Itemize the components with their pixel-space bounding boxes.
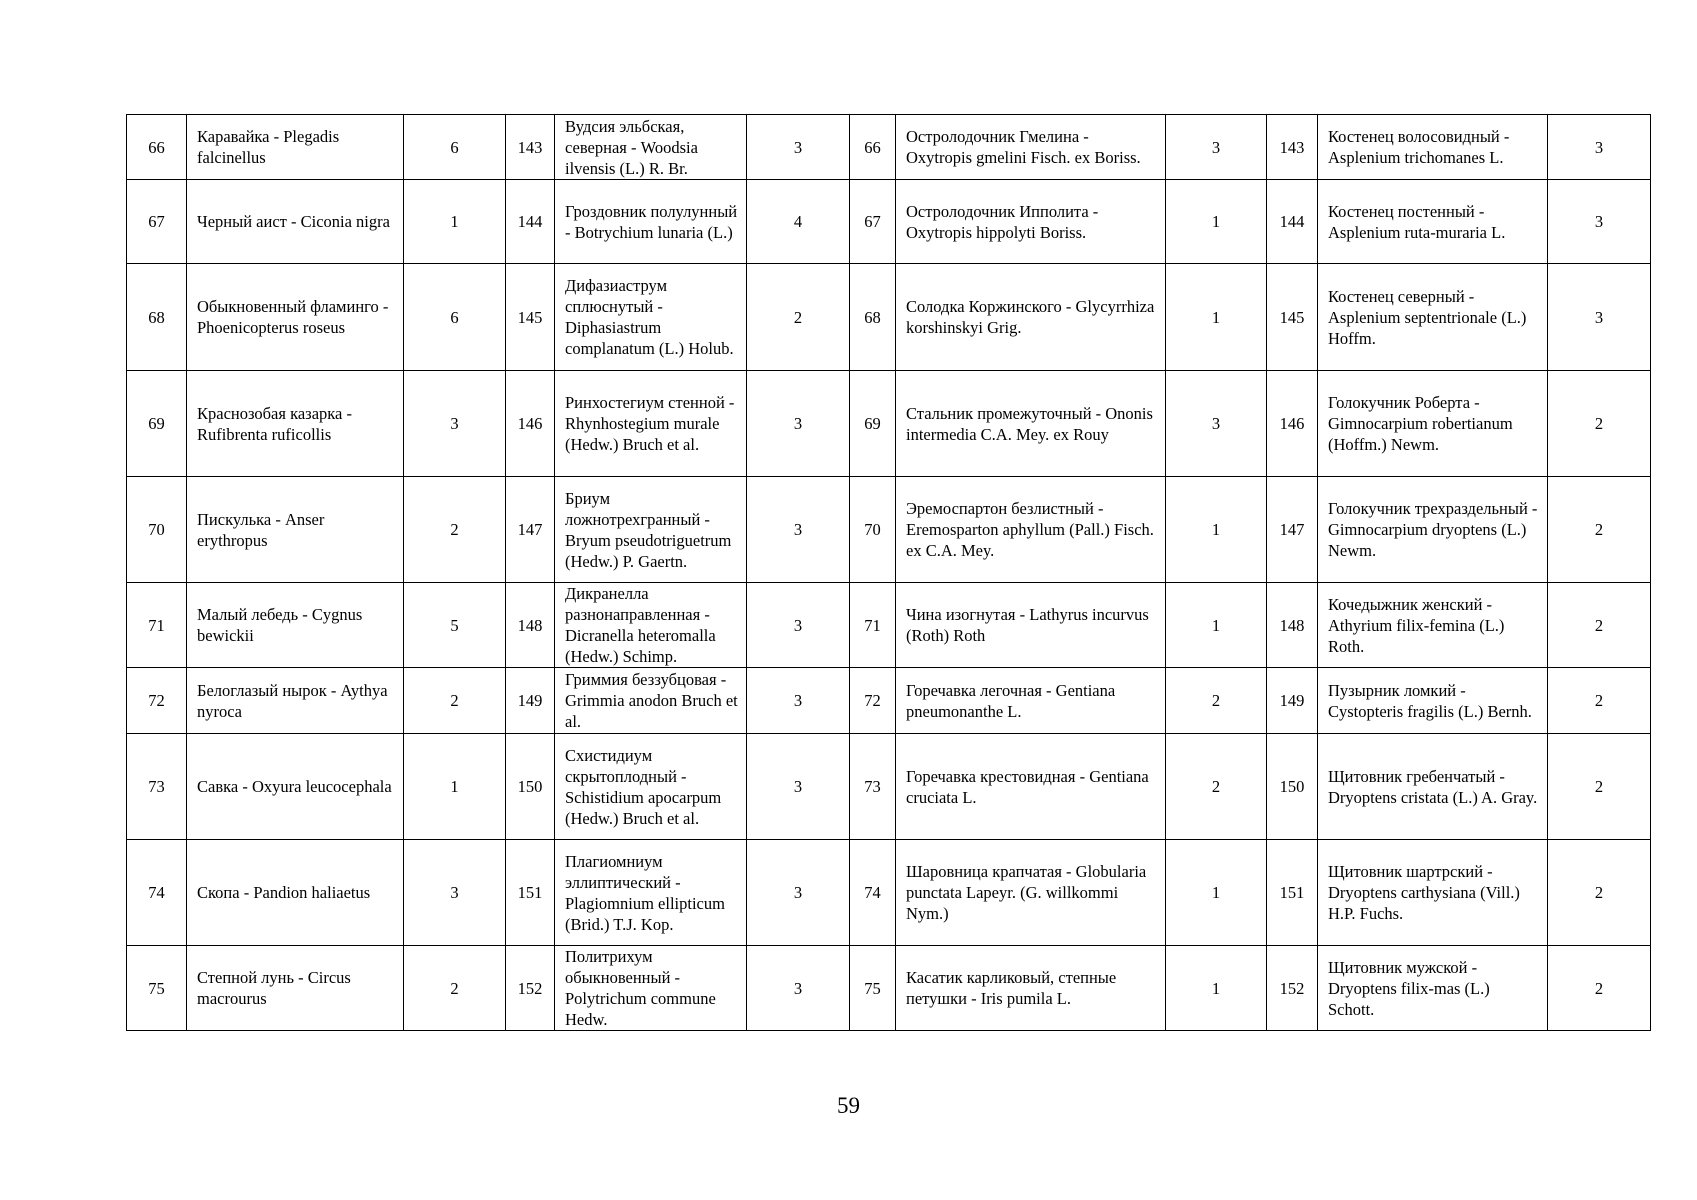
table-row xyxy=(127,115,1651,180)
bird-species-cell: Скопа - Pandion haliaetus xyxy=(187,840,404,946)
moss-category-cell: 3 xyxy=(747,371,850,477)
table-row xyxy=(127,946,1651,1031)
fern-number-cell: 146 xyxy=(1267,371,1318,477)
plant-category-cell: 3 xyxy=(1166,115,1267,180)
bird-species-cell: Белоглазый нырок - Aythya nyroca xyxy=(187,668,404,734)
bird-number-cell: 68 xyxy=(127,264,187,371)
plant-number-cell: 74 xyxy=(850,840,896,946)
fern-category-cell: 2 xyxy=(1548,946,1651,1031)
fern-number-cell: 149 xyxy=(1267,668,1318,734)
plant-number-cell: 68 xyxy=(850,264,896,371)
fern-category-cell: 2 xyxy=(1548,477,1651,583)
moss-species-cell: Ринхостегиум стенной - Rhynhostegium murale (Hedw.) Bruch et al. xyxy=(555,371,747,477)
plant-species-cell: Шаровница крапчатая - Globularia punctata Lapeyr. (G. willkommi Nym.) xyxy=(896,840,1166,946)
moss-number-cell: 149 xyxy=(506,668,555,734)
moss-category-cell: 2 xyxy=(747,264,850,371)
plant-species-cell: Солодка Коржинского - Glycyrrhiza korshinskyi Grig. xyxy=(896,264,1166,371)
plant-species-cell: Касатик карликовый, степные петушки - Iris pumila L. xyxy=(896,946,1166,1031)
plant-species-cell: Остролодочник Гмелина - Oxytropis gmelini Fisch. ex Boriss. xyxy=(896,115,1166,180)
table-row xyxy=(127,477,1651,583)
table-row xyxy=(127,840,1651,946)
fern-number-cell: 143 xyxy=(1267,115,1318,180)
plant-species-cell: Эремоспартон безлистный - Eremosparton aphyllum (Pall.) Fisch. ex C.A. Mey. xyxy=(896,477,1166,583)
fern-number-cell: 147 xyxy=(1267,477,1318,583)
bird-category-cell: 1 xyxy=(404,180,506,264)
plant-number-cell: 66 xyxy=(850,115,896,180)
page-number: 59 xyxy=(837,1093,860,1118)
plant-category-cell: 2 xyxy=(1166,734,1267,840)
plant-number-cell: 73 xyxy=(850,734,896,840)
bird-species-cell: Малый лебедь - Cygnus bewickii xyxy=(187,583,404,668)
bird-category-cell: 1 xyxy=(404,734,506,840)
moss-species-cell: Дифазиаструм сплюснутый - Diphasiastrum complanatum (L.) Holub. xyxy=(555,264,747,371)
moss-species-cell: Политрихум обыкновенный - Polytrichum commune Hedw. xyxy=(555,946,747,1031)
bird-category-cell: 2 xyxy=(404,668,506,734)
table-row xyxy=(127,583,1651,668)
fern-species-cell: Щитовник мужской - Dryoptens filix-mas (L.) Schott. xyxy=(1318,946,1548,1031)
plant-number-cell: 67 xyxy=(850,180,896,264)
table-row xyxy=(127,180,1651,264)
fern-number-cell: 151 xyxy=(1267,840,1318,946)
moss-species-cell: Гроздовник полулунный - Botrychium lunaria (L.) xyxy=(555,180,747,264)
plant-category-cell: 1 xyxy=(1166,264,1267,371)
bird-species-cell: Савка - Oxyura leucocephala xyxy=(187,734,404,840)
fern-species-cell: Кочедыжник женский - Athyrium filix-femina (L.) Roth. xyxy=(1318,583,1548,668)
moss-category-cell: 3 xyxy=(747,946,850,1031)
fern-species-cell: Костенец постенный - Asplenium ruta-muraria L. xyxy=(1318,180,1548,264)
fern-category-cell: 2 xyxy=(1548,371,1651,477)
table-row xyxy=(127,734,1651,840)
plant-number-cell: 69 xyxy=(850,371,896,477)
bird-number-cell: 74 xyxy=(127,840,187,946)
plant-species-cell: Горечавка легочная - Gentiana pneumonanthe L. xyxy=(896,668,1166,734)
moss-number-cell: 148 xyxy=(506,583,555,668)
plant-number-cell: 72 xyxy=(850,668,896,734)
bird-category-cell: 3 xyxy=(404,371,506,477)
plant-category-cell: 3 xyxy=(1166,371,1267,477)
fern-category-cell: 3 xyxy=(1548,180,1651,264)
moss-category-cell: 3 xyxy=(747,583,850,668)
moss-category-cell: 3 xyxy=(747,668,850,734)
plant-number-cell: 75 xyxy=(850,946,896,1031)
bird-species-cell: Обыкновенный фламинго - Phoenicopterus roseus xyxy=(187,264,404,371)
moss-number-cell: 152 xyxy=(506,946,555,1031)
bird-number-cell: 71 xyxy=(127,583,187,668)
bird-category-cell: 6 xyxy=(404,264,506,371)
bird-number-cell: 66 xyxy=(127,115,187,180)
moss-category-cell: 4 xyxy=(747,180,850,264)
moss-category-cell: 3 xyxy=(747,115,850,180)
table-row xyxy=(127,668,1651,734)
fern-category-cell: 2 xyxy=(1548,840,1651,946)
bird-category-cell: 5 xyxy=(404,583,506,668)
table-body xyxy=(127,115,1651,1031)
moss-number-cell: 150 xyxy=(506,734,555,840)
moss-number-cell: 144 xyxy=(506,180,555,264)
plant-category-cell: 1 xyxy=(1166,180,1267,264)
moss-species-cell: Плагиомниум эллиптический - Plagiomnium ellipticum (Brid.) T.J. Kop. xyxy=(555,840,747,946)
moss-category-cell: 3 xyxy=(747,477,850,583)
bird-number-cell: 72 xyxy=(127,668,187,734)
moss-number-cell: 147 xyxy=(506,477,555,583)
fern-species-cell: Щитовник шартрский - Dryoptens carthysiana (Vill.) H.P. Fuchs. xyxy=(1318,840,1548,946)
plant-category-cell: 2 xyxy=(1166,668,1267,734)
fern-species-cell: Голокучник Роберта - Gimnocarpium robertianum (Hoffm.) Newm. xyxy=(1318,371,1548,477)
moss-category-cell: 3 xyxy=(747,840,850,946)
bird-category-cell: 2 xyxy=(404,946,506,1031)
moss-species-cell: Вудсия эльбская, северная - Woodsia ilvensis (L.) R. Br. xyxy=(555,115,747,180)
bird-number-cell: 69 xyxy=(127,371,187,477)
moss-species-cell: Дикранелла разнонаправленная - Dicranella heteromalla (Hedw.) Schimp. xyxy=(555,583,747,668)
bird-species-cell: Черный аист - Ciconia nigra xyxy=(187,180,404,264)
bird-species-cell: Каравайка - Plegadis falcinellus xyxy=(187,115,404,180)
moss-species-cell: Гриммия беззубцовая - Grimmia anodon Bruch et al. xyxy=(555,668,747,734)
moss-number-cell: 145 xyxy=(506,264,555,371)
fern-category-cell: 2 xyxy=(1548,668,1651,734)
fern-species-cell: Костенец северный - Asplenium septentrionale (L.) Hoffm. xyxy=(1318,264,1548,371)
plant-species-cell: Стальник промежуточный - Ononis intermedia C.A. Mey. ex Rouy xyxy=(896,371,1166,477)
bird-number-cell: 73 xyxy=(127,734,187,840)
fern-number-cell: 144 xyxy=(1267,180,1318,264)
fern-species-cell: Костенец волосовидный - Asplenium trichomanes L. xyxy=(1318,115,1548,180)
fern-number-cell: 150 xyxy=(1267,734,1318,840)
plant-number-cell: 71 xyxy=(850,583,896,668)
fern-number-cell: 145 xyxy=(1267,264,1318,371)
fern-category-cell: 2 xyxy=(1548,734,1651,840)
fern-category-cell: 2 xyxy=(1548,583,1651,668)
plant-species-cell: Остролодочник Ипполита - Oxytropis hippolyti Boriss. xyxy=(896,180,1166,264)
bird-species-cell: Краснозобая казарка - Rufibrenta ruficollis xyxy=(187,371,404,477)
plant-number-cell: 70 xyxy=(850,477,896,583)
plant-species-cell: Горечавка крестовидная - Gentiana cruciata L. xyxy=(896,734,1166,840)
bird-species-cell: Пискулька - Anser erythropus xyxy=(187,477,404,583)
table-row xyxy=(127,371,1651,477)
bird-number-cell: 75 xyxy=(127,946,187,1031)
moss-number-cell: 143 xyxy=(506,115,555,180)
fern-species-cell: Щитовник гребенчатый - Dryoptens cristata (L.) A. Gray. xyxy=(1318,734,1548,840)
bird-number-cell: 70 xyxy=(127,477,187,583)
plant-category-cell: 1 xyxy=(1166,477,1267,583)
bird-category-cell: 2 xyxy=(404,477,506,583)
fern-category-cell: 3 xyxy=(1548,264,1651,371)
fern-number-cell: 152 xyxy=(1267,946,1318,1031)
bird-species-cell: Степной лунь - Circus macrourus xyxy=(187,946,404,1031)
fern-species-cell: Голокучник трехраздельный - Gimnocarpium dryoptens (L.) Newm. xyxy=(1318,477,1548,583)
moss-category-cell: 3 xyxy=(747,734,850,840)
bird-number-cell: 67 xyxy=(127,180,187,264)
plant-category-cell: 1 xyxy=(1166,840,1267,946)
bird-category-cell: 6 xyxy=(404,115,506,180)
fern-number-cell: 148 xyxy=(1267,583,1318,668)
moss-number-cell: 151 xyxy=(506,840,555,946)
moss-species-cell: Бриум ложнотрехгранный - Bryum pseudotriguetrum (Hedw.) P. Gaertn. xyxy=(555,477,747,583)
table-row xyxy=(127,264,1651,371)
plant-species-cell: Чина изогнутая - Lathyrus incurvus (Roth) Roth xyxy=(896,583,1166,668)
fern-species-cell: Пузырник ломкий - Cystopteris fragilis (L.) Bernh. xyxy=(1318,668,1548,734)
fern-category-cell: 3 xyxy=(1548,115,1651,180)
moss-species-cell: Схистидиум скрытоплодный - Schistidium apocarpum (Hedw.) Bruch et al. xyxy=(555,734,747,840)
plant-category-cell: 1 xyxy=(1166,583,1267,668)
moss-number-cell: 146 xyxy=(506,371,555,477)
species-table-container xyxy=(126,114,1650,1031)
bird-category-cell: 3 xyxy=(404,840,506,946)
plant-category-cell: 1 xyxy=(1166,946,1267,1031)
species-table xyxy=(126,114,1651,1031)
